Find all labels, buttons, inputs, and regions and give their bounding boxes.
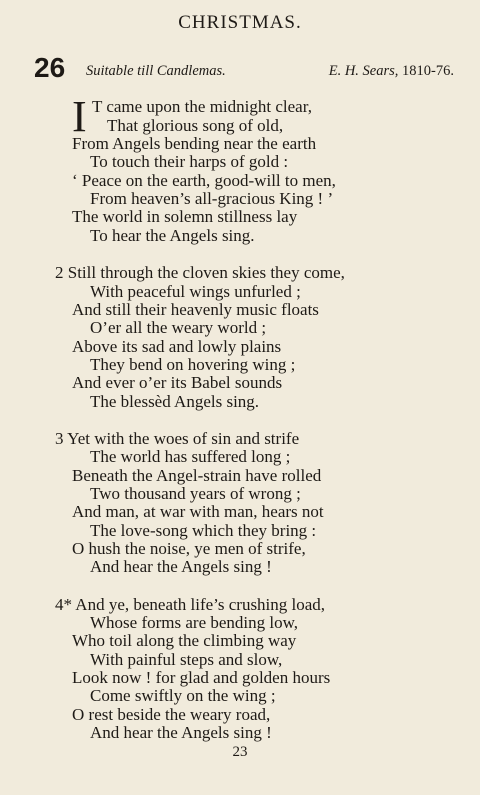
stanza-line: 3 Yet with the woes of sin and strife — [55, 429, 300, 448]
running-head: CHRISTMAS. — [178, 12, 302, 33]
stanza-line: From Angels bending near the earth — [72, 134, 317, 153]
stanza-line: From heaven’s all-gracious King ! ’ — [90, 189, 334, 208]
stanza-line: And still their heavenly music floats — [72, 300, 319, 319]
author-name: E. H. Sears, — [328, 63, 399, 79]
stanza-line: With painful steps and slow, — [90, 650, 283, 669]
stanza-line: To hear the Angels sing. — [90, 226, 255, 245]
stanza-line: ‘ Peace on the earth, good-will to men, — [72, 171, 336, 190]
stanza-line: The love-song which they bring : — [90, 521, 317, 540]
stanza-line: Who toil along the climbing way — [72, 631, 297, 650]
stanza-line: The world has suffered long ; — [90, 447, 291, 466]
stanza-line: 4* And ye, beneath life’s crushing load, — [55, 595, 326, 614]
stanza-line: Look now ! for glad and golden hours — [72, 668, 331, 687]
author-dates: 1810-76. — [402, 63, 454, 79]
stanza-line: And ever o’er its Babel sounds — [72, 373, 283, 392]
stanza-line: The blessèd Angels sing. — [90, 392, 260, 411]
stanza-line: Whose forms are bending low, — [90, 613, 299, 632]
stanza-line: And hear the Angels sing ! — [90, 557, 272, 576]
drop-cap: I — [72, 92, 87, 141]
stanza-line: Come swiftly on the wing ; — [90, 686, 276, 705]
stanza-line: And hear the Angels sing ! — [90, 723, 272, 742]
hymn-number: 26 — [34, 52, 66, 83]
stanza-line: Two thousand years of wrong ; — [90, 484, 301, 503]
stanza-line: The world in solemn stillness lay — [72, 207, 298, 226]
stanza-line: With peaceful wings unfurled ; — [90, 282, 301, 301]
stanza-line: O rest beside the weary road, — [72, 705, 271, 724]
hymn-header — [34, 53, 454, 87]
stanza-line: O’er all the weary world ; — [90, 318, 267, 337]
stanza-line: That glorious song of old, — [107, 116, 284, 135]
stanza-line: Beneath the Angel-strain have rolled — [72, 466, 322, 485]
stanza-line: 2 Still through the cloven skies they come, — [55, 263, 345, 282]
stanza-line: T came upon the midnight clear, — [92, 97, 312, 116]
hymn-author — [329, 63, 454, 80]
hymn-season-note: Suitable till Candlemas. — [86, 63, 226, 79]
stanza-line: And man, at war with man, hears not — [72, 502, 324, 521]
stanza-line: O hush the noise, ye men of strife, — [72, 539, 306, 558]
stanza-line: They bend on hovering wing ; — [90, 355, 296, 374]
stanza-line: To touch their harps of gold : — [90, 152, 289, 171]
page-number: 23 — [232, 744, 248, 760]
stanza-line: Above its sad and lowly plains — [72, 337, 282, 356]
